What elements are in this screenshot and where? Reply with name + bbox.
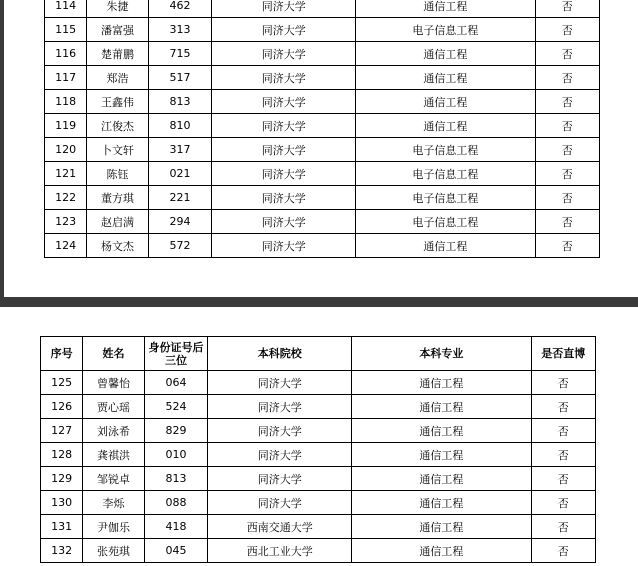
cell-seq: 128 bbox=[41, 443, 83, 467]
cell-seq: 124 bbox=[45, 234, 87, 258]
header-id-last3: 身份证号后三位 bbox=[144, 337, 207, 371]
cell-school: 同济大学 bbox=[212, 114, 356, 138]
table-row bbox=[45, 234, 600, 258]
cell-name: 江俊杰 bbox=[87, 114, 148, 138]
cell-direct-phd: 否 bbox=[535, 42, 600, 66]
cell-name: 朱捷 bbox=[87, 0, 148, 18]
table-row bbox=[45, 210, 600, 234]
table-row bbox=[41, 539, 596, 563]
cell-direct-phd: 否 bbox=[531, 539, 596, 563]
cell-major: 通信工程 bbox=[356, 66, 535, 90]
page-separator bbox=[0, 297, 638, 307]
cell-name: 龚祺洪 bbox=[83, 443, 144, 467]
cell-id-last3: 572 bbox=[148, 234, 211, 258]
table-row bbox=[41, 491, 596, 515]
cell-direct-phd: 否 bbox=[531, 515, 596, 539]
table-row bbox=[41, 371, 596, 395]
table-row bbox=[41, 467, 596, 491]
table-row bbox=[45, 0, 600, 18]
cell-direct-phd: 否 bbox=[535, 138, 600, 162]
cell-seq: 132 bbox=[41, 539, 83, 563]
table-row bbox=[45, 186, 600, 210]
cell-seq: 121 bbox=[45, 162, 87, 186]
cell-id-last3: 517 bbox=[148, 66, 211, 90]
cell-direct-phd: 否 bbox=[535, 234, 600, 258]
table-header-row bbox=[41, 337, 596, 371]
cell-school: 同济大学 bbox=[212, 90, 356, 114]
cell-direct-phd: 否 bbox=[531, 467, 596, 491]
cell-seq: 127 bbox=[41, 419, 83, 443]
cell-name: 杨文杰 bbox=[87, 234, 148, 258]
cell-direct-phd: 否 bbox=[531, 419, 596, 443]
cell-major: 通信工程 bbox=[352, 371, 531, 395]
header-direct-phd: 是否直博 bbox=[531, 337, 596, 371]
cell-name: 张苑琪 bbox=[83, 539, 144, 563]
cell-name: 陈钰 bbox=[87, 162, 148, 186]
cell-school: 同济大学 bbox=[208, 443, 352, 467]
cell-school: 同济大学 bbox=[208, 371, 352, 395]
cell-direct-phd: 否 bbox=[535, 210, 600, 234]
table-row bbox=[45, 18, 600, 42]
cell-direct-phd: 否 bbox=[535, 186, 600, 210]
cell-id-last3: 064 bbox=[144, 371, 207, 395]
cell-name: 卜文轩 bbox=[87, 138, 148, 162]
cell-direct-phd: 否 bbox=[531, 491, 596, 515]
table-body-bottom bbox=[41, 371, 596, 563]
cell-seq: 118 bbox=[45, 90, 87, 114]
cell-id-last3: 313 bbox=[148, 18, 211, 42]
cell-name: 楚莆鹏 bbox=[87, 42, 148, 66]
cell-id-last3: 418 bbox=[144, 515, 207, 539]
cell-school: 同济大学 bbox=[212, 18, 356, 42]
cell-direct-phd: 否 bbox=[535, 162, 600, 186]
cell-school: 同济大学 bbox=[212, 66, 356, 90]
cell-school: 同济大学 bbox=[212, 42, 356, 66]
cell-seq: 130 bbox=[41, 491, 83, 515]
cell-name: 潘富强 bbox=[87, 18, 148, 42]
cell-major: 电子信息工程 bbox=[356, 186, 535, 210]
cell-direct-phd: 否 bbox=[535, 0, 600, 18]
cell-school: 同济大学 bbox=[212, 162, 356, 186]
cell-seq: 119 bbox=[45, 114, 87, 138]
cell-id-last3: 810 bbox=[148, 114, 211, 138]
cell-name: 刘泳希 bbox=[83, 419, 144, 443]
cell-major: 电子信息工程 bbox=[356, 210, 535, 234]
cell-name: 郑浩 bbox=[87, 66, 148, 90]
cell-id-last3: 088 bbox=[144, 491, 207, 515]
document-page-bottom bbox=[0, 307, 638, 566]
table-row bbox=[45, 90, 600, 114]
cell-seq: 131 bbox=[41, 515, 83, 539]
table-row bbox=[41, 515, 596, 539]
cell-name: 赵启满 bbox=[87, 210, 148, 234]
cell-name: 邹锐卓 bbox=[83, 467, 144, 491]
cell-direct-phd: 否 bbox=[535, 18, 600, 42]
cell-major: 电子信息工程 bbox=[356, 138, 535, 162]
cell-direct-phd: 否 bbox=[535, 66, 600, 90]
cell-name: 贾心瑶 bbox=[83, 395, 144, 419]
cell-seq: 129 bbox=[41, 467, 83, 491]
cell-school: 西北工业大学 bbox=[208, 539, 352, 563]
cell-major: 通信工程 bbox=[356, 90, 535, 114]
cell-id-last3: 829 bbox=[144, 419, 207, 443]
cell-seq: 115 bbox=[45, 18, 87, 42]
table-row bbox=[45, 138, 600, 162]
cell-major: 电子信息工程 bbox=[356, 162, 535, 186]
cell-major: 通信工程 bbox=[356, 42, 535, 66]
cell-major: 通信工程 bbox=[352, 539, 531, 563]
cell-id-last3: 045 bbox=[144, 539, 207, 563]
cell-school: 同济大学 bbox=[208, 467, 352, 491]
cell-id-last3: 021 bbox=[148, 162, 211, 186]
table-row bbox=[41, 443, 596, 467]
cell-seq: 122 bbox=[45, 186, 87, 210]
cell-school: 同济大学 bbox=[208, 491, 352, 515]
cell-id-last3: 813 bbox=[148, 90, 211, 114]
admission-table-top bbox=[44, 0, 600, 258]
header-major: 本科专业 bbox=[352, 337, 531, 371]
table-row bbox=[45, 114, 600, 138]
header-school: 本科院校 bbox=[208, 337, 352, 371]
cell-school: 同济大学 bbox=[212, 234, 356, 258]
cell-id-last3: 221 bbox=[148, 186, 211, 210]
admission-table-bottom bbox=[40, 336, 596, 563]
cell-name: 董方琪 bbox=[87, 186, 148, 210]
cell-school: 同济大学 bbox=[212, 138, 356, 162]
header-name: 姓名 bbox=[83, 337, 144, 371]
cell-major: 通信工程 bbox=[356, 114, 535, 138]
cell-major: 通信工程 bbox=[352, 467, 531, 491]
cell-major: 通信工程 bbox=[352, 515, 531, 539]
cell-major: 通信工程 bbox=[352, 419, 531, 443]
cell-name: 曾馨怡 bbox=[83, 371, 144, 395]
cell-seq: 125 bbox=[41, 371, 83, 395]
cell-direct-phd: 否 bbox=[531, 395, 596, 419]
cell-seq: 126 bbox=[41, 395, 83, 419]
cell-id-last3: 715 bbox=[148, 42, 211, 66]
cell-id-last3: 294 bbox=[148, 210, 211, 234]
cell-id-last3: 317 bbox=[148, 138, 211, 162]
cell-major: 通信工程 bbox=[352, 395, 531, 419]
cell-direct-phd: 否 bbox=[535, 90, 600, 114]
cell-school: 同济大学 bbox=[212, 210, 356, 234]
cell-seq: 123 bbox=[45, 210, 87, 234]
cell-seq: 116 bbox=[45, 42, 87, 66]
cell-id-last3: 010 bbox=[144, 443, 207, 467]
cell-direct-phd: 否 bbox=[531, 371, 596, 395]
cell-school: 同济大学 bbox=[212, 186, 356, 210]
cell-school: 同济大学 bbox=[208, 419, 352, 443]
cell-seq: 120 bbox=[45, 138, 87, 162]
cell-id-last3: 524 bbox=[144, 395, 207, 419]
cell-direct-phd: 否 bbox=[535, 114, 600, 138]
document-page-top bbox=[4, 0, 638, 297]
cell-major: 通信工程 bbox=[356, 234, 535, 258]
cell-school: 同济大学 bbox=[208, 395, 352, 419]
table-row bbox=[41, 419, 596, 443]
cell-id-last3: 813 bbox=[144, 467, 207, 491]
table-row bbox=[45, 162, 600, 186]
table-row bbox=[45, 42, 600, 66]
cell-major: 电子信息工程 bbox=[356, 18, 535, 42]
header-seq: 序号 bbox=[41, 337, 83, 371]
cell-school: 同济大学 bbox=[212, 0, 356, 18]
cell-name: 尹伽乐 bbox=[83, 515, 144, 539]
cell-seq: 117 bbox=[45, 66, 87, 90]
cell-id-last3: 462 bbox=[148, 0, 211, 18]
cell-name: 王鑫伟 bbox=[87, 90, 148, 114]
cell-major: 通信工程 bbox=[352, 443, 531, 467]
cell-name: 李烁 bbox=[83, 491, 144, 515]
table-row bbox=[41, 395, 596, 419]
table-body-top bbox=[45, 0, 600, 258]
cell-major: 通信工程 bbox=[352, 491, 531, 515]
cell-direct-phd: 否 bbox=[531, 443, 596, 467]
cell-major: 通信工程 bbox=[356, 0, 535, 18]
cell-seq: 114 bbox=[45, 0, 87, 18]
table-row bbox=[45, 66, 600, 90]
cell-school: 西南交通大学 bbox=[208, 515, 352, 539]
